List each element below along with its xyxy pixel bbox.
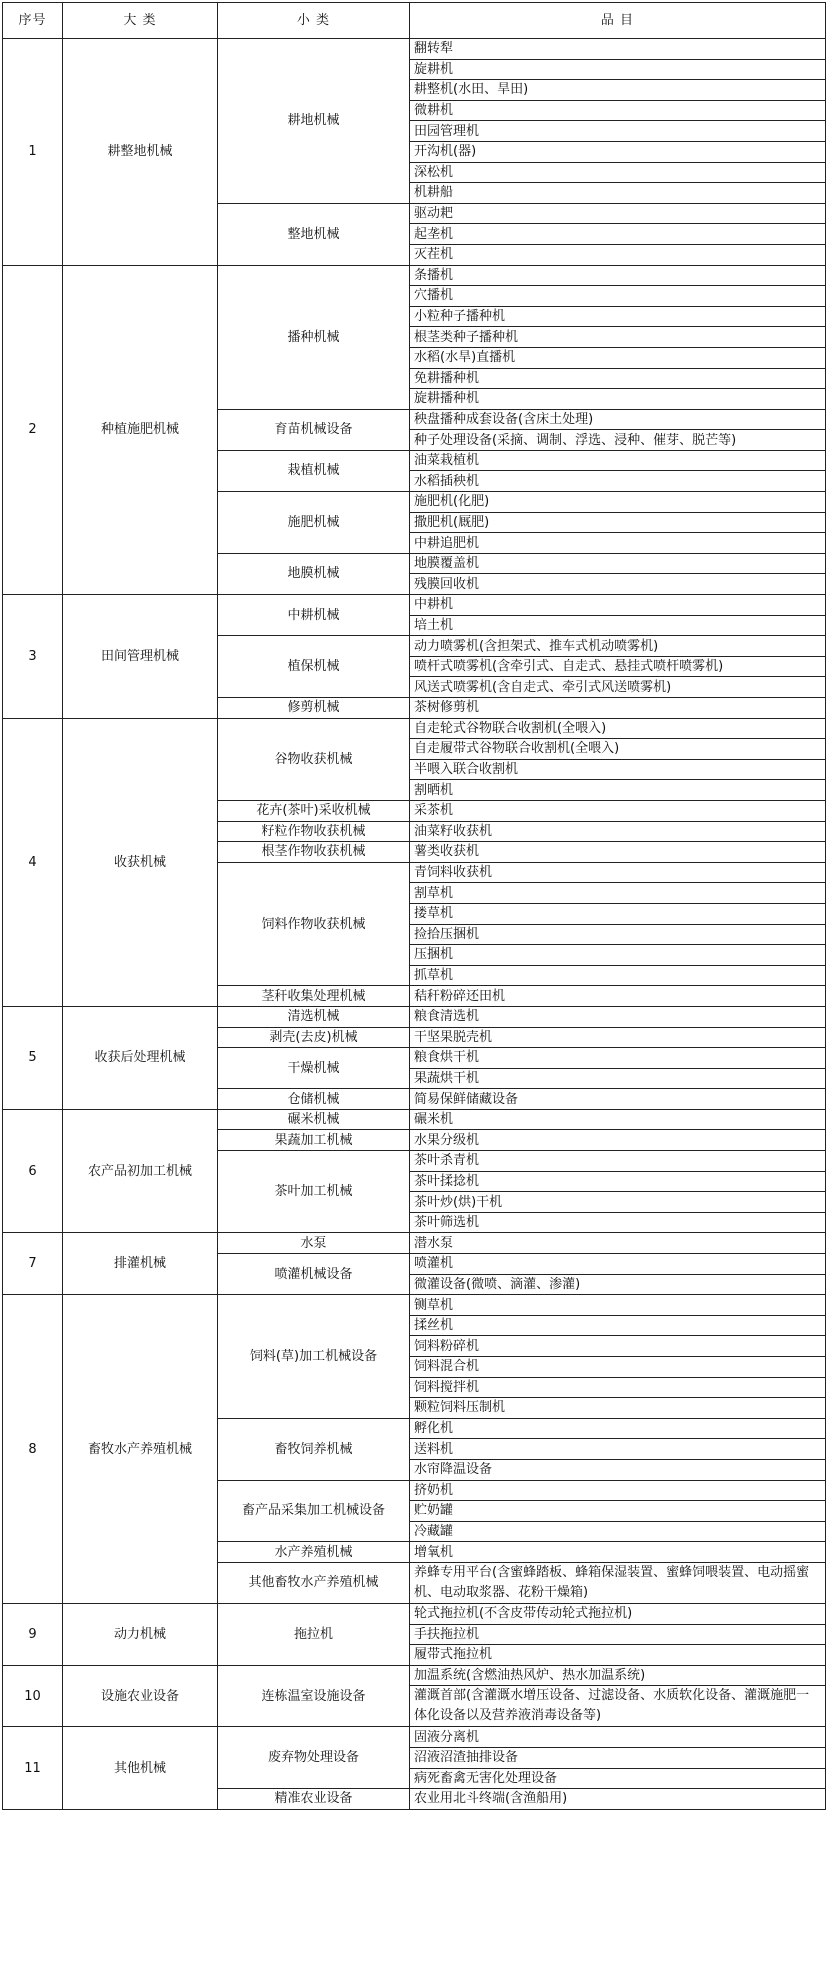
item-cell: 免耕播种机: [410, 368, 826, 389]
item-cell: 固液分离机: [410, 1727, 826, 1748]
minor-category-cell: 花卉(茶叶)采收机械: [218, 800, 410, 821]
item-cell: 碾米机: [410, 1109, 826, 1130]
item-cell: 油菜籽收获机: [410, 821, 826, 842]
item-cell: 养蜂专用平台(含蜜蜂踏板、蜂箱保湿装置、蜜蜂饲喂装置、电动摇蜜机、电动取浆器、花粉干燥箱): [410, 1562, 826, 1603]
item-cell: 灌溉首部(含灌溉水增压设备、过滤设备、水质软化设备、灌溉施肥一体化设备以及营养液消毒设备等): [410, 1686, 826, 1727]
minor-category-cell: 茎秆收集处理机械: [218, 986, 410, 1007]
item-cell: 饲料粉碎机: [410, 1336, 826, 1357]
item-cell: 自走轮式谷物联合收割机(全喂入): [410, 718, 826, 739]
header-item: 品 目: [410, 3, 826, 39]
item-cell: 送料机: [410, 1439, 826, 1460]
seq-cell: 10: [3, 1665, 63, 1727]
item-cell: 潜水泵: [410, 1233, 826, 1254]
seq-cell: 5: [3, 1006, 63, 1109]
item-cell: 贮奶罐: [410, 1501, 826, 1522]
item-cell: 中耕机: [410, 595, 826, 616]
item-cell: 条播机: [410, 265, 826, 286]
item-cell: 捡拾压捆机: [410, 924, 826, 945]
item-cell: 秧盘播种成套设备(含床土处理): [410, 409, 826, 430]
item-cell: 水果分级机: [410, 1130, 826, 1151]
item-cell: 机耕船: [410, 183, 826, 204]
item-cell: 开沟机(器): [410, 141, 826, 162]
item-cell: 饲料搅拌机: [410, 1377, 826, 1398]
item-cell: 地膜覆盖机: [410, 553, 826, 574]
item-cell: 病死畜禽无害化处理设备: [410, 1768, 826, 1789]
minor-category-cell: 精准农业设备: [218, 1789, 410, 1810]
header-minor: 小 类: [218, 3, 410, 39]
item-cell: 灭茬机: [410, 244, 826, 265]
item-cell: 旋耕机: [410, 59, 826, 80]
table-row: [3, 1727, 826, 1748]
item-cell: 水稻插秧机: [410, 471, 826, 492]
item-cell: 撒肥机(厩肥): [410, 512, 826, 533]
item-cell: 茶树修剪机: [410, 698, 826, 719]
table-row: [3, 1603, 826, 1624]
item-cell: 穴播机: [410, 286, 826, 307]
item-cell: 手扶拖拉机: [410, 1624, 826, 1645]
item-cell: 培土机: [410, 615, 826, 636]
item-cell: 孵化机: [410, 1418, 826, 1439]
item-cell: 加温系统(含燃油热风炉、热水加温系统): [410, 1665, 826, 1686]
major-category-cell: 农产品初加工机械: [63, 1109, 218, 1233]
item-cell: 半喂入联合收割机: [410, 759, 826, 780]
item-cell: 喷杆式喷雾机(含牵引式、自走式、悬挂式喷杆喷雾机): [410, 656, 826, 677]
item-cell: 翻转犁: [410, 39, 826, 60]
item-cell: 施肥机(化肥): [410, 492, 826, 513]
minor-category-cell: 仓储机械: [218, 1089, 410, 1110]
table-row: [3, 1665, 826, 1686]
item-cell: 秸秆粉碎还田机: [410, 986, 826, 1007]
item-cell: 简易保鲜储藏设备: [410, 1089, 826, 1110]
table-row: [3, 1295, 826, 1316]
seq-cell: 1: [3, 39, 63, 266]
table-row: [3, 595, 826, 616]
item-cell: 轮式拖拉机(不含皮带传动轮式拖拉机): [410, 1603, 826, 1624]
minor-category-cell: 喷灌机械设备: [218, 1254, 410, 1295]
minor-category-cell: 饲料作物收获机械: [218, 862, 410, 986]
item-cell: 揉丝机: [410, 1315, 826, 1336]
major-category-cell: 收获机械: [63, 718, 218, 1006]
minor-category-cell: 耕地机械: [218, 39, 410, 204]
minor-category-cell: 育苗机械设备: [218, 409, 410, 450]
item-cell: 驱动耙: [410, 203, 826, 224]
major-category-cell: 其他机械: [63, 1727, 218, 1809]
item-cell: 茶叶炒(烘)干机: [410, 1192, 826, 1213]
minor-category-cell: 废弃物处理设备: [218, 1727, 410, 1789]
major-category-cell: 畜牧水产养殖机械: [63, 1295, 218, 1604]
item-cell: 微灌设备(微喷、滴灌、渗灌): [410, 1274, 826, 1295]
minor-category-cell: 水泵: [218, 1233, 410, 1254]
item-cell: 履带式拖拉机: [410, 1645, 826, 1666]
minor-category-cell: 植保机械: [218, 636, 410, 698]
table-row: [3, 718, 826, 739]
item-cell: 根茎类种子播种机: [410, 327, 826, 348]
item-cell: 沼液沼渣抽排设备: [410, 1747, 826, 1768]
minor-category-cell: 其他畜牧水产养殖机械: [218, 1562, 410, 1603]
seq-cell: 2: [3, 265, 63, 595]
minor-category-cell: 水产养殖机械: [218, 1542, 410, 1563]
item-cell: 水帘降温设备: [410, 1459, 826, 1480]
item-cell: 中耕追肥机: [410, 533, 826, 554]
table-row: [3, 1109, 826, 1130]
item-cell: 果蔬烘干机: [410, 1068, 826, 1089]
item-cell: 风送式喷雾机(含自走式、牵引式风送喷雾机): [410, 677, 826, 698]
item-cell: 割草机: [410, 883, 826, 904]
item-cell: 搂草机: [410, 903, 826, 924]
minor-category-cell: 栽植机械: [218, 450, 410, 491]
item-cell: 铡草机: [410, 1295, 826, 1316]
header-major: 大 类: [63, 3, 218, 39]
item-cell: 旋耕播种机: [410, 389, 826, 410]
item-cell: 深松机: [410, 162, 826, 183]
item-cell: 田园管理机: [410, 121, 826, 142]
minor-category-cell: 碾米机械: [218, 1109, 410, 1130]
table-row: [3, 39, 826, 60]
minor-category-cell: 修剪机械: [218, 698, 410, 719]
item-cell: 微耕机: [410, 100, 826, 121]
major-category-cell: 设施农业设备: [63, 1665, 218, 1727]
major-category-cell: 动力机械: [63, 1603, 218, 1665]
minor-category-cell: 清选机械: [218, 1006, 410, 1027]
seq-cell: 6: [3, 1109, 63, 1233]
seq-cell: 9: [3, 1603, 63, 1665]
item-cell: 茶叶杀青机: [410, 1151, 826, 1172]
seq-cell: 8: [3, 1295, 63, 1604]
item-cell: 粮食清选机: [410, 1006, 826, 1027]
item-cell: 抓草机: [410, 965, 826, 986]
minor-category-cell: 谷物收获机械: [218, 718, 410, 800]
item-cell: 起垄机: [410, 224, 826, 245]
minor-category-cell: 剥壳(去皮)机械: [218, 1027, 410, 1048]
item-cell: 采茶机: [410, 800, 826, 821]
item-cell: 干坚果脱壳机: [410, 1027, 826, 1048]
item-cell: 残膜回收机: [410, 574, 826, 595]
item-cell: 耕整机(水田、旱田): [410, 80, 826, 101]
table-row: [3, 265, 826, 286]
minor-category-cell: 果蔬加工机械: [218, 1130, 410, 1151]
seq-cell: 3: [3, 595, 63, 719]
item-cell: 挤奶机: [410, 1480, 826, 1501]
minor-category-cell: 干燥机械: [218, 1048, 410, 1089]
major-category-cell: 田间管理机械: [63, 595, 218, 719]
catalog-body: [3, 39, 826, 1810]
seq-cell: 4: [3, 718, 63, 1006]
minor-category-cell: 中耕机械: [218, 595, 410, 636]
major-category-cell: 耕整地机械: [63, 39, 218, 266]
item-cell: 薯类收获机: [410, 842, 826, 863]
header-row: [3, 3, 826, 39]
minor-category-cell: 拖拉机: [218, 1603, 410, 1665]
major-category-cell: 收获后处理机械: [63, 1006, 218, 1109]
table-row: [3, 1006, 826, 1027]
item-cell: 饲料混合机: [410, 1357, 826, 1378]
major-category-cell: 排灌机械: [63, 1233, 218, 1295]
minor-category-cell: 茶叶加工机械: [218, 1151, 410, 1233]
item-cell: 青饲料收获机: [410, 862, 826, 883]
minor-category-cell: 施肥机械: [218, 492, 410, 554]
table-row: [3, 1233, 826, 1254]
header-seq: 序号: [3, 3, 63, 39]
minor-category-cell: 连栋温室设施设备: [218, 1665, 410, 1727]
major-category-cell: 种植施肥机械: [63, 265, 218, 595]
item-cell: 自走履带式谷物联合收割机(全喂入): [410, 739, 826, 760]
seq-cell: 7: [3, 1233, 63, 1295]
item-cell: 水稻(水旱)直播机: [410, 347, 826, 368]
item-cell: 割晒机: [410, 780, 826, 801]
item-cell: 种子处理设备(采摘、调制、浮选、浸种、催芽、脱芒等): [410, 430, 826, 451]
item-cell: 油菜栽植机: [410, 450, 826, 471]
item-cell: 茶叶筛选机: [410, 1212, 826, 1233]
item-cell: 喷灌机: [410, 1254, 826, 1275]
item-cell: 增氧机: [410, 1542, 826, 1563]
item-cell: 冷藏罐: [410, 1521, 826, 1542]
minor-category-cell: 整地机械: [218, 203, 410, 265]
seq-cell: 11: [3, 1727, 63, 1809]
minor-category-cell: 籽粒作物收获机械: [218, 821, 410, 842]
minor-category-cell: 饲料(草)加工机械设备: [218, 1295, 410, 1419]
item-cell: 颗粒饲料压制机: [410, 1398, 826, 1419]
item-cell: 动力喷雾机(含担架式、推车式机动喷雾机): [410, 636, 826, 657]
minor-category-cell: 播种机械: [218, 265, 410, 409]
item-cell: 压捆机: [410, 945, 826, 966]
item-cell: 小粒种子播种机: [410, 306, 826, 327]
item-cell: 粮食烘干机: [410, 1048, 826, 1069]
minor-category-cell: 畜牧饲养机械: [218, 1418, 410, 1480]
catalog-table: [2, 2, 826, 1810]
minor-category-cell: 地膜机械: [218, 553, 410, 594]
minor-category-cell: 根茎作物收获机械: [218, 842, 410, 863]
item-cell: 农业用北斗终端(含渔船用): [410, 1789, 826, 1810]
item-cell: 茶叶揉捻机: [410, 1171, 826, 1192]
minor-category-cell: 畜产品采集加工机械设备: [218, 1480, 410, 1542]
